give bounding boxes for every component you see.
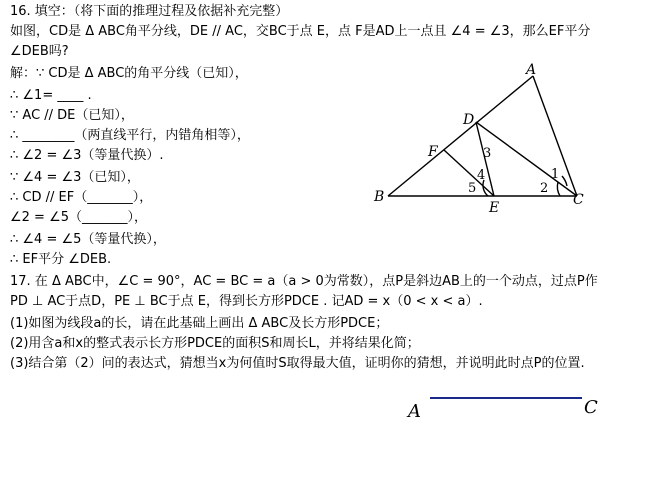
p17-part-2: (2)用含a和x的整式表示长方形PDCE的面积S和周长L，并将结果化简； xyxy=(10,336,420,351)
angle-label-2: 2 xyxy=(540,181,549,196)
angle-label-3: 3 xyxy=(483,146,492,161)
point-label-f: F xyxy=(428,144,438,160)
p17-title: 17. 在 Δ ABC中，∠C = 90°，AC = BC = a（a > 0为常数），点P是斜边AB上的一个动点，过点P作 xyxy=(10,274,598,289)
p16-line-12: ∴ EF平分 ∠DEB. xyxy=(10,252,112,267)
p16-line-3: 解：∵ CD是 Δ ABC的角平分线（已知）， xyxy=(10,66,248,81)
p16-title: 16. 填空：（将下面的推理过程及依据补充完整） xyxy=(10,4,289,19)
side-ab xyxy=(388,76,533,196)
angle-label-4: 4 xyxy=(477,168,486,183)
p16-line-7: ∴ ∠2 = ∠3（等量代换）. xyxy=(10,148,164,163)
p17-part-1: (1)如图为线段a的长，请在此基础上画出 Δ ABC及长方形PDCE； xyxy=(10,316,389,331)
p17-part-3: (3)结合第（2）问的表达式，猜想当x为何值时S取得最大值，证明你的猜想，并说明此时点P的位置. xyxy=(10,356,585,371)
p16-line-10: ∠2 = ∠5（_______）， xyxy=(10,210,148,225)
point-label-c: C xyxy=(573,192,584,208)
point-label-a: A xyxy=(408,401,421,422)
segment-ac-figure-17 xyxy=(402,385,612,425)
p17-line-1: PD ⊥ AC于点D，PE ⊥ BC于点 E，得到长方形PDCE . 记AD = x（0 < x < a）. xyxy=(10,294,483,309)
p16-line-9: ∴ CD // EF（_______）， xyxy=(10,190,153,205)
angle-arc-1 xyxy=(562,176,567,186)
point-label-c: C xyxy=(584,397,598,418)
p16-line-8: ∵ ∠4 = ∠3（已知）， xyxy=(10,170,140,185)
p16-line-2: ∠DEB吗? xyxy=(10,44,69,59)
p16-line-1: 如图，CD是 Δ ABC角平分线，DE // AC，交BC于点 E，点 F是AD上一点且 ∠4 = ∠3，那么EF平分 xyxy=(10,24,591,39)
p16-line-6: ∴ ________（两直线平行，内错角相等）， xyxy=(10,128,250,143)
p16-line-4: ∴ ∠1= ____ . xyxy=(10,88,92,103)
point-label-a: A xyxy=(526,62,537,78)
point-label-d: D xyxy=(463,112,475,128)
angle-label-1: 1 xyxy=(551,167,560,182)
geometry-figure-16 xyxy=(370,62,610,212)
p16-line-11: ∴ ∠4 = ∠5（等量代换）， xyxy=(10,232,166,247)
p16-line-5: ∵ AC // DE（已知）， xyxy=(10,108,134,123)
angle-label-5: 5 xyxy=(468,181,477,196)
point-label-b: B xyxy=(374,189,385,205)
point-label-e: E xyxy=(489,200,500,212)
